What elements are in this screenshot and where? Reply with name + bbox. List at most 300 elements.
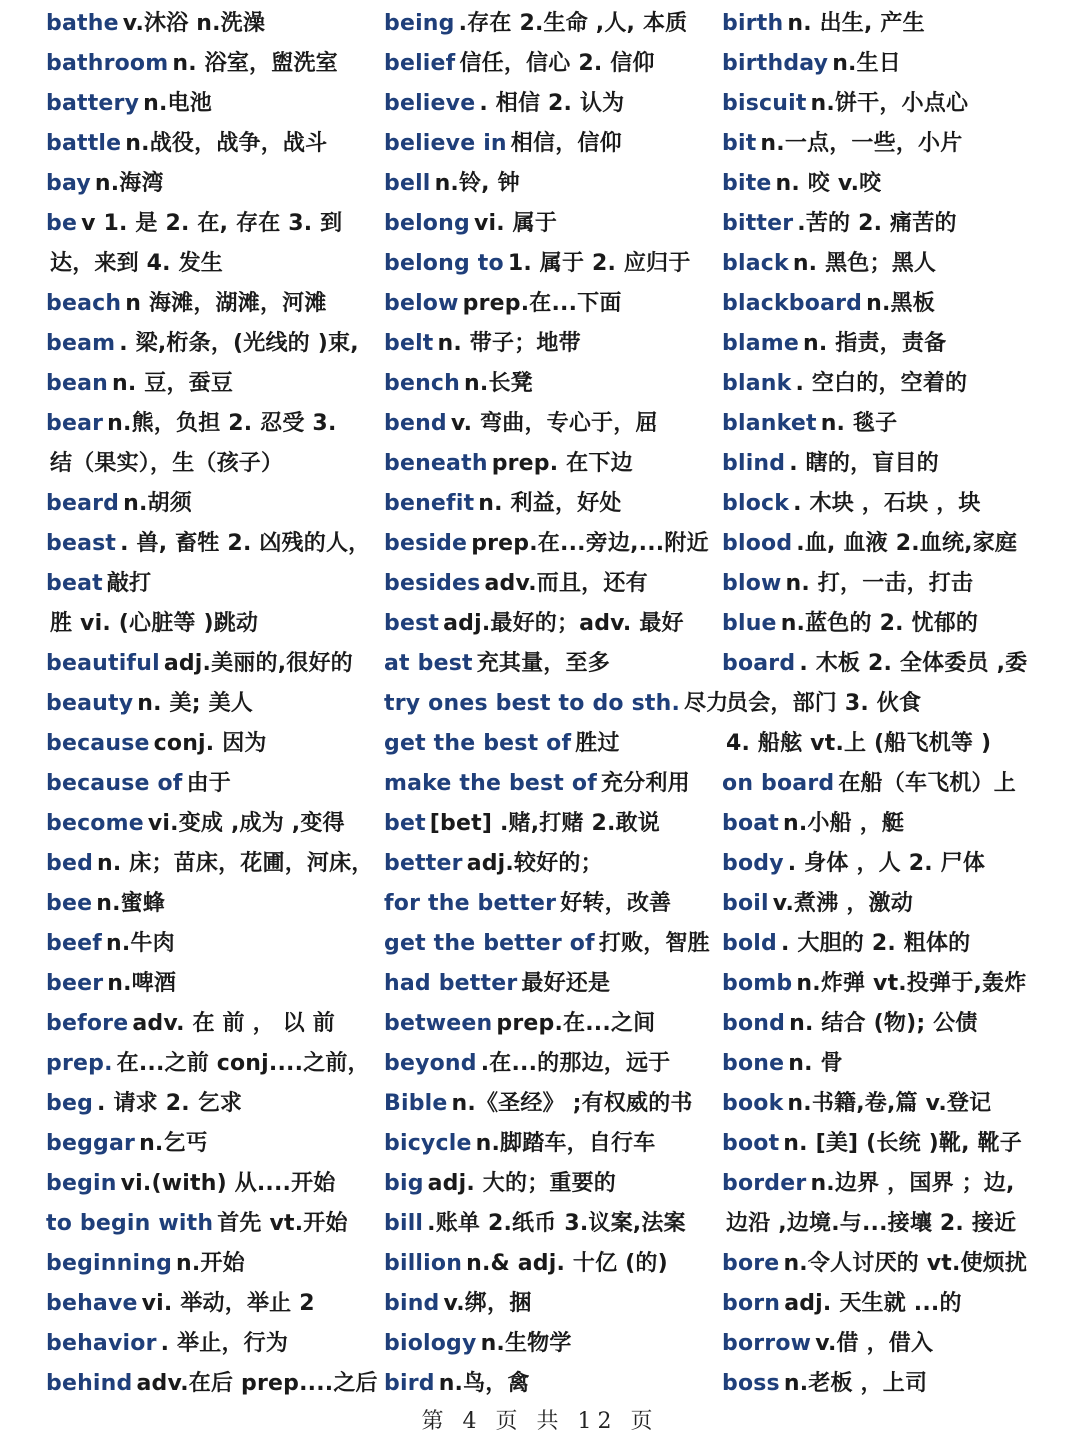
definition: 胜过: [575, 731, 620, 756]
definition: . 兽, 畜牲 2. 凶残的人，: [120, 531, 371, 556]
definition: v.借 ，借入: [815, 1331, 934, 1356]
vocab-entry: [722, 484, 1057, 524]
definition: 达，来到 4. 发生: [50, 251, 223, 276]
vocab-entry: [384, 244, 714, 284]
vocab-entry: [722, 164, 1057, 204]
definition: 相信，信仰: [510, 131, 622, 156]
definition: . 请求 2. 乞求: [97, 1091, 243, 1116]
headword: make the best of: [384, 771, 597, 796]
definition: n.一点，一些，小片: [760, 131, 963, 156]
vocab-entry: [722, 804, 1057, 844]
definition: . 身体 ，人 2. 尸体: [787, 851, 986, 876]
headword: big: [384, 1171, 424, 1196]
definition: vi.变成 ,成为 ,变得: [147, 811, 345, 836]
definition: 在船（车飞机）上: [838, 771, 1016, 796]
definition: v.沐浴 n.洗澡: [122, 11, 266, 36]
definition: n.令人讨厌的 vt.使烦扰: [783, 1251, 1028, 1276]
vocab-entry: [46, 844, 376, 884]
headword: to begin with: [46, 1211, 214, 1236]
vocab-entry: [46, 1364, 376, 1404]
headword: belong to: [384, 251, 504, 276]
headword: for the better: [384, 891, 557, 916]
headword: blanket: [722, 411, 817, 436]
vocab-entry: [384, 1244, 714, 1284]
vocab-entry: [722, 124, 1057, 164]
definition: n. 结合 (物); 公债: [789, 1011, 978, 1036]
vocab-entry: [384, 1324, 714, 1364]
headword: believe in: [384, 131, 507, 156]
definition: n. 带子；地带: [437, 331, 581, 356]
vocab-entry: [46, 124, 376, 164]
vocab-entry: [722, 844, 1057, 884]
definition: n.老板 ，上司: [783, 1371, 928, 1396]
vocab-entry: [46, 964, 376, 1004]
vocab-entry: [722, 204, 1057, 244]
vocab-entry: [722, 1004, 1057, 1044]
headword: behavior: [46, 1331, 157, 1356]
definition: n. 打，一击，打击: [785, 571, 974, 596]
vocab-entry: [384, 604, 714, 644]
headword: board: [722, 651, 796, 676]
headword: birth: [722, 11, 784, 36]
definition: n. 美; 美人: [137, 691, 253, 716]
definition: n.《圣经》 ;有权威的书: [451, 1091, 693, 1116]
headword: beautiful: [46, 651, 160, 676]
definition: [bet] .赌,打赌 2.敢说: [429, 811, 660, 836]
vocab-entry: [46, 604, 376, 644]
vocab-entry: [384, 1164, 714, 1204]
vocab-entry: [722, 1204, 1057, 1244]
definition: n.生物学: [480, 1331, 572, 1356]
headword: black: [722, 251, 789, 276]
vocab-entry: [46, 204, 376, 244]
headword: beast: [46, 531, 117, 556]
headword: belong: [384, 211, 470, 236]
headword: blackboard: [722, 291, 863, 316]
headword: beyond: [384, 1051, 477, 1076]
definition: prep.在...下面: [462, 291, 622, 316]
vocab-entry: [722, 764, 1057, 804]
definition: n. 指责，责备: [802, 331, 947, 356]
headword: biscuit: [722, 91, 807, 116]
definition: prep. 在下边: [491, 451, 633, 476]
headword: biology: [384, 1331, 477, 1356]
vocab-entry: [722, 1244, 1057, 1284]
vocab-entry: [722, 324, 1057, 364]
headword: bite: [722, 171, 772, 196]
vocab-entry: [722, 564, 1057, 604]
definition: adj.最好的；adv. 最好: [443, 611, 684, 636]
vocab-entry: [46, 84, 376, 124]
vocab-entry: [722, 1324, 1057, 1364]
vocab-entry: [722, 404, 1057, 444]
vocab-entry: [46, 404, 376, 444]
definition: n.牛肉: [105, 931, 175, 956]
vocab-entry: [722, 924, 1057, 964]
vocab-entry: [384, 724, 714, 764]
definition: 最好还是: [521, 971, 611, 996]
definition: . 木板 2. 全体委员 ,委: [799, 651, 1028, 676]
vocab-entry: [46, 364, 376, 404]
headword: being: [384, 11, 455, 36]
headword: believe: [384, 91, 476, 116]
vocab-entry: [722, 644, 1057, 684]
headword: beneath: [384, 451, 488, 476]
headword: blue: [722, 611, 777, 636]
vocab-entry: [384, 884, 714, 924]
vocab-entry: [46, 284, 376, 324]
definition: vi. 属于: [473, 211, 558, 236]
vocab-entry: [722, 364, 1057, 404]
headword: because: [46, 731, 150, 756]
definition: . 木块 ，石块 ，块: [793, 491, 981, 516]
headword: block: [722, 491, 790, 516]
headword: boot: [722, 1131, 780, 1156]
definition: n.书籍,卷,篇 v.登记: [787, 1091, 992, 1116]
vocab-entry: [722, 84, 1057, 124]
headword: boil: [722, 891, 769, 916]
headword: behind: [46, 1371, 133, 1396]
headword: beg: [46, 1091, 94, 1116]
column-3: [722, 4, 1057, 1404]
definition: n.蜜蜂: [96, 891, 166, 916]
headword: at best: [384, 651, 473, 676]
headword: bond: [722, 1011, 786, 1036]
headword: bit: [722, 131, 757, 156]
headword: bill: [384, 1211, 424, 1236]
vocab-entry: [384, 444, 714, 484]
headword: boat: [722, 811, 780, 836]
headword: battle: [46, 131, 122, 156]
headword: billion: [384, 1251, 463, 1276]
vocab-entry: [722, 444, 1057, 484]
vocab-entry: [384, 484, 714, 524]
definition: 信任，信心 2. 信仰: [459, 51, 655, 76]
headword: bicycle: [384, 1131, 472, 1156]
headword: beach: [46, 291, 122, 316]
definition: n.脚踏车，自行车: [475, 1131, 656, 1156]
vocab-entry: [384, 124, 714, 164]
headword: bird: [384, 1371, 435, 1396]
headword: bell: [384, 171, 431, 196]
definition: adj. 天生就 ...的: [784, 1291, 962, 1316]
vocab-entry: [384, 924, 714, 964]
definition: 4. 船舷 vt.上 (船飞机等 ): [726, 731, 992, 756]
vocab-entry: [384, 524, 714, 564]
vocab-entry: [722, 1084, 1057, 1124]
definition: 敲打: [106, 571, 152, 596]
vocab-entry: [722, 4, 1057, 44]
definition: adj.美丽的,很好的: [163, 651, 353, 676]
headword: bitter: [722, 211, 794, 236]
definition: .苦的 2. 痛苦的: [797, 211, 957, 236]
definition: 好转，改善: [560, 891, 672, 916]
headword: before: [46, 1011, 129, 1036]
vocab-entry: [46, 724, 376, 764]
headword: blame: [722, 331, 799, 356]
vocab-entry: [384, 844, 714, 884]
headword: belt: [384, 331, 434, 356]
vocab-entry: [46, 4, 376, 44]
vocab-entry: [46, 764, 376, 804]
vocab-entry: [722, 524, 1057, 564]
column-2: [384, 4, 729, 1404]
vocab-entry: [46, 924, 376, 964]
vocab-entry: [384, 284, 714, 324]
definition: n.乞丐: [139, 1131, 208, 1156]
definition: 结（果实），生（孩子）: [50, 451, 284, 476]
vocab-entry: [384, 1084, 714, 1124]
headword: beggar: [46, 1131, 136, 1156]
headword: blind: [722, 451, 786, 476]
definition: vi. 举动，举止 2: [141, 1291, 315, 1316]
definition: n.蓝色的 2. 忧郁的: [780, 611, 979, 636]
definition: .血, 血液 2.血统,家庭: [796, 531, 1018, 556]
definition: .在...的那边，远于: [480, 1051, 671, 1076]
headword: borrow: [722, 1331, 812, 1356]
vocab-entry: [384, 684, 729, 724]
definition: n. 出生, 产生: [787, 11, 925, 36]
headword: besides: [384, 571, 481, 596]
vocab-entry: [722, 1124, 1057, 1164]
headword: birthday: [722, 51, 829, 76]
definition: . 举止，行为: [160, 1331, 289, 1356]
vocab-entry: [722, 884, 1057, 924]
definition: 胜 vi. (心脏等 )跳动: [50, 611, 259, 636]
headword: bend: [384, 411, 447, 436]
headword: bed: [46, 851, 94, 876]
vocab-entry: [722, 1364, 1057, 1404]
vocab-entry: [722, 724, 1057, 764]
definition: . 梁,桁条，(光线的 )束,: [119, 331, 359, 356]
definition: n 海滩，湖滩，河滩: [125, 291, 327, 316]
definition: n.小船 ，艇: [783, 811, 905, 836]
definition: adv.而且，还有: [484, 571, 648, 596]
headword: blood: [722, 531, 793, 556]
definition: 员会，部门 3. 伙食: [726, 691, 922, 716]
headword: border: [722, 1171, 807, 1196]
definition: prep.在...旁边,...附近: [471, 531, 709, 556]
headword: Bible: [384, 1091, 448, 1116]
definition: v. 弯曲，专心于，屈: [450, 411, 658, 436]
vocab-entry: [46, 164, 376, 204]
vocab-entry: [384, 324, 714, 364]
definition: . 瞎的，盲目的: [789, 451, 939, 476]
headword: prep.: [46, 1051, 113, 1076]
definition: 充分利用: [600, 771, 690, 796]
headword: bee: [46, 891, 93, 916]
vocab-entry: [722, 1164, 1057, 1204]
vocab-entry: [46, 1324, 376, 1364]
headword: body: [722, 851, 784, 876]
vocab-entry: [46, 244, 376, 284]
vocab-entry: [46, 644, 376, 684]
definition: n.生日: [832, 51, 902, 76]
headword: belief: [384, 51, 456, 76]
headword: below: [384, 291, 459, 316]
definition: v.煮沸 ，激动: [772, 891, 913, 916]
vocab-entry: [722, 44, 1057, 84]
headword: bold: [722, 931, 777, 956]
vocab-entry: [46, 1004, 376, 1044]
headword: bone: [722, 1051, 785, 1076]
definition: . 空白的，空着的: [795, 371, 968, 396]
vocab-entry: [384, 404, 714, 444]
vocab-entry: [384, 564, 714, 604]
headword: get the best of: [384, 731, 572, 756]
headword: begin: [46, 1171, 117, 1196]
vocab-entry: [384, 804, 714, 844]
definition: n.胡须: [123, 491, 192, 516]
headword: on board: [722, 771, 835, 796]
headword: bench: [384, 371, 461, 396]
definition: v.绑，捆: [443, 1291, 532, 1316]
definition: adv.在后 prep....之后: [136, 1371, 378, 1396]
vocab-entry: [46, 444, 376, 484]
vocab-entry: [46, 1284, 376, 1324]
headword: bathe: [46, 11, 119, 36]
definition: n.开始: [176, 1251, 245, 1276]
definition: 1. 属于 2. 应归于: [507, 251, 691, 276]
vocab-entry: [46, 564, 376, 604]
headword: better: [384, 851, 463, 876]
definition: vi.(with) 从....开始: [120, 1171, 336, 1196]
definition: 首先 vt.开始: [217, 1211, 348, 1236]
vocab-entry: [384, 1044, 714, 1084]
vocab-entry: [384, 1204, 714, 1244]
definition: v 1. 是 2. 在, 存在 3. 到: [81, 211, 343, 236]
vocab-entry: [384, 1284, 714, 1324]
definition: n. 毯子: [820, 411, 898, 436]
headword: become: [46, 811, 144, 836]
definition: n. 黑色；黑人: [792, 251, 937, 276]
definition: adj.较好的；: [466, 851, 603, 876]
page-footer: 第 4 页 共 12 页: [421, 1409, 659, 1434]
definition: n.饼干，小点心: [810, 91, 969, 116]
headword: best: [384, 611, 440, 636]
vocab-entry: [722, 1284, 1057, 1324]
definition: n.铃, 钟: [434, 171, 520, 196]
definition: .账单 2.纸币 3.议案,法案: [427, 1211, 686, 1236]
vocab-entry: [46, 1244, 376, 1284]
headword: be: [46, 211, 78, 236]
vocab-entry: [46, 324, 376, 364]
definition: 尽力: [684, 691, 729, 716]
definition: 打败，智胜: [598, 931, 710, 956]
definition: n.海湾: [94, 171, 164, 196]
headword: try ones best to do sth.: [384, 691, 680, 716]
vocab-entry: [46, 484, 376, 524]
headword: bathroom: [46, 51, 169, 76]
headword: bet: [384, 811, 426, 836]
headword: beard: [46, 491, 120, 516]
definition: prep.在...之间: [496, 1011, 656, 1036]
headword: bear: [46, 411, 104, 436]
headword: benefit: [384, 491, 475, 516]
definition: n.黑板: [866, 291, 935, 316]
vocab-entry: [384, 204, 714, 244]
headword: boss: [722, 1371, 780, 1396]
definition: . 大胆的 2. 粗体的: [780, 931, 971, 956]
vocab-entry: [384, 764, 714, 804]
vocab-entry: [384, 1004, 714, 1044]
headword: bind: [384, 1291, 440, 1316]
vocab-entry: [722, 604, 1057, 644]
definition: n. 豆，蚕豆: [111, 371, 234, 396]
definition: n.战役，战争，战斗: [125, 131, 328, 156]
definition: n. [美] (长统 )靴, 靴子: [783, 1131, 1022, 1156]
vocab-entry: [384, 644, 714, 684]
definition: conj. 因为: [153, 731, 267, 756]
vocab-entry: [384, 1364, 714, 1404]
definition: 由于: [186, 771, 231, 796]
headword: blow: [722, 571, 782, 596]
headword: beginning: [46, 1251, 173, 1276]
headword: beside: [384, 531, 468, 556]
vocab-entry: [722, 284, 1057, 324]
headword: get the better of: [384, 931, 595, 956]
headword: between: [384, 1011, 493, 1036]
headword: beauty: [46, 691, 134, 716]
headword: born: [722, 1291, 781, 1316]
headword: book: [722, 1091, 784, 1116]
vocab-entry: [46, 1084, 376, 1124]
vocab-entry: [46, 44, 376, 84]
definition: n.& adj. 十亿 (的): [466, 1251, 668, 1276]
vocab-entry: [46, 1124, 376, 1164]
headword: beer: [46, 971, 104, 996]
vocab-entry: [384, 364, 714, 404]
headword: bore: [722, 1251, 780, 1276]
headword: bomb: [722, 971, 793, 996]
column-1: [46, 4, 376, 1404]
definition: n.边界 ，国界 ；边,: [810, 1171, 1015, 1196]
headword: beef: [46, 931, 102, 956]
vocab-entry: [384, 44, 714, 84]
definition: adj. 大的；重要的: [427, 1171, 616, 1196]
vocab-entry: [384, 964, 714, 1004]
definition: n.鸟，禽: [438, 1371, 530, 1396]
vocab-entry: [722, 964, 1057, 1004]
definition: n.炸弹 vt.投弹于,轰炸: [796, 971, 1027, 996]
headword: had better: [384, 971, 518, 996]
headword: bean: [46, 371, 108, 396]
definition: 在...之前 conj....之前，: [116, 1051, 370, 1076]
headword: bay: [46, 171, 91, 196]
vocab-entry: [384, 4, 714, 44]
vocab-entry: [46, 804, 376, 844]
vocab-entry: [46, 884, 376, 924]
headword: behave: [46, 1291, 138, 1316]
definition: .存在 2.生命 ,人, 本质: [458, 11, 688, 36]
definition: n.熊，负担 2. 忍受 3.: [107, 411, 337, 436]
definition: n.电池: [143, 91, 212, 116]
headword: beat: [46, 571, 103, 596]
definition: 充其量，至多: [476, 651, 610, 676]
definition: n. 利益，好处: [478, 491, 622, 516]
vocab-entry: [46, 524, 376, 564]
headword: because of: [46, 771, 183, 796]
headword: battery: [46, 91, 140, 116]
definition: adv. 在 前 ， 以 前: [132, 1011, 335, 1036]
definition: n. 床；苗床，花圃，河床，: [97, 851, 374, 876]
headword: blank: [722, 371, 792, 396]
headword: beam: [46, 331, 116, 356]
vocab-entry: [384, 84, 714, 124]
vocab-entry: [384, 164, 714, 204]
vocab-entry: [722, 244, 1057, 284]
definition: 边沿 ,边境.与...接壤 2. 接近: [726, 1211, 1017, 1236]
